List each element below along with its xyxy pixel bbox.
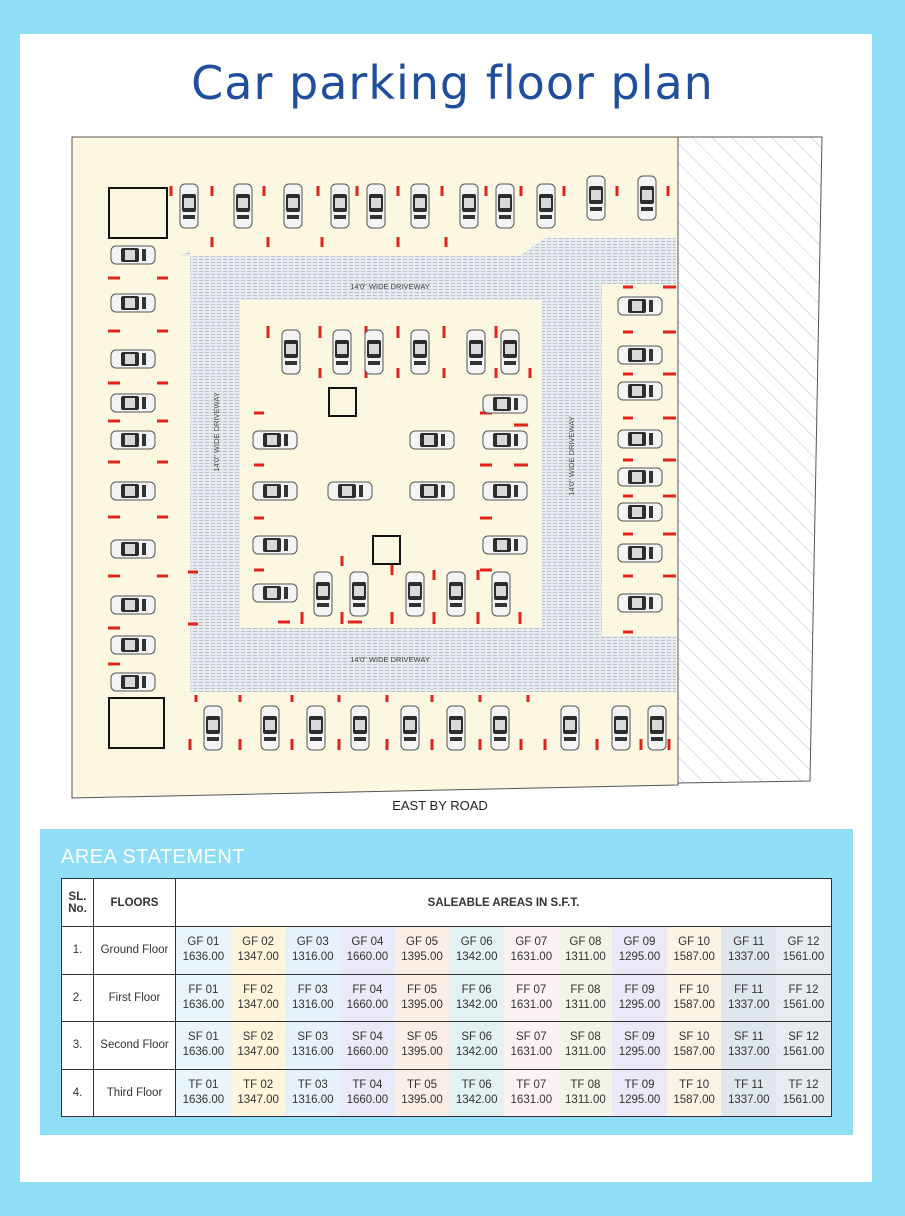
car-icon [447,706,465,750]
unit-area: 1660.00 [346,951,389,964]
car-icon [350,572,368,616]
car-icon [284,184,302,228]
unit-cell [395,1022,450,1070]
car-icon [587,176,605,220]
driveway-label-left: 14'0" WIDE DRIVEWAY [212,392,221,472]
unit-cell [449,1069,504,1117]
unit-code: FF 09 [624,983,655,996]
car-icon [111,540,155,558]
car-icon [111,394,155,412]
car-icon [483,482,527,500]
unit-cell [176,1022,231,1070]
unit-cell [285,1069,340,1117]
car-icon [111,246,155,264]
unit-code: GF 01 [187,936,220,949]
unit-cell [176,927,231,975]
unit-area: 1395.00 [401,951,443,964]
unit-code: GF 04 [351,936,384,949]
unit-area: 1660.00 [346,1046,389,1059]
car-icon [618,544,662,562]
unit-cell [231,974,286,1022]
car-icon [204,706,222,750]
unit-cell [340,927,395,975]
car-icon [612,706,630,750]
floor-cell: Third Floor [94,1069,176,1117]
unit-code: GF 02 [242,936,275,949]
car-icon [492,572,510,616]
car-icon [406,572,424,616]
unit-cell [340,1022,395,1070]
unit-area: 1311.00 [565,1046,606,1059]
unit-area: 1316.00 [291,998,334,1011]
unit-cell [667,927,722,975]
unit-area: 1295.00 [618,998,661,1011]
unit-code: TF 12 [788,1078,819,1091]
unit-cell [776,974,831,1022]
car-icon [234,184,252,228]
unit-area: 1311.00 [565,998,606,1011]
unit-code: GF 09 [623,936,656,949]
unit-code: TF 11 [734,1078,764,1091]
unit-cell [231,1069,286,1117]
car-icon [411,330,429,374]
unit-code: FF 03 [297,983,328,996]
table-row [62,1022,832,1070]
unit-area: 1347.00 [237,1046,279,1059]
car-icon [483,431,527,449]
unit-cell [559,974,613,1022]
car-icon [367,184,385,228]
unit-code: TF 03 [297,1078,328,1091]
car-icon [483,395,527,413]
driveway-label-right: 14'0" WIDE DRIVEWAY [567,416,576,496]
unit-code: FF 07 [516,983,547,996]
car-icon [410,431,454,449]
unit-area: 1311.00 [565,1093,606,1106]
car-icon [638,176,656,220]
unit-cell [176,1069,231,1117]
area-statement-title: AREA STATEMENT [61,846,246,868]
unit-cell [612,1022,667,1070]
unit-cell [395,974,450,1022]
car-icon [111,294,155,312]
unit-cell [667,974,722,1022]
car-icon [491,706,509,750]
car-icon [618,430,662,448]
floor-cell: Second Floor [94,1022,176,1070]
unit-code: TF 01 [188,1078,219,1091]
unit-area: 1316.00 [291,951,334,964]
unit-code: SF 11 [733,1031,764,1044]
unit-cell [504,1069,559,1117]
unit-area: 1342.00 [455,998,498,1011]
unit-code: SF 01 [188,1031,219,1044]
unit-area: 1316.00 [291,1046,334,1059]
table-row [62,974,832,1022]
unit-area: 1342.00 [455,1093,498,1106]
unit-code: TF 08 [570,1078,601,1091]
unit-area: 1631.00 [510,1093,553,1106]
unit-cell [285,1022,340,1070]
unit-cell [340,974,395,1022]
unit-area: 1561.00 [782,1046,825,1059]
unit-cell [612,1069,667,1117]
unit-code: FF 02 [243,983,274,996]
unit-area: 1337.00 [727,1093,770,1106]
unit-area: 1636.00 [182,1093,225,1106]
unit-code: FF 12 [788,983,819,996]
unit-area: 1561.00 [782,951,825,964]
unit-code: SF 04 [352,1031,383,1044]
unit-area: 1395.00 [401,1046,443,1059]
unit-code: GF 05 [406,936,439,949]
sl-cell: 3. [62,1022,94,1070]
car-icon [331,184,349,228]
unit-cell [176,974,231,1022]
unit-code: TF 09 [624,1078,655,1091]
unit-code: SF 02 [242,1031,274,1044]
unit-cell [449,1022,504,1070]
sl-cell: 4. [62,1069,94,1117]
unit-code: SF 09 [624,1031,655,1044]
unit-area: 1660.00 [346,998,389,1011]
car-icon [111,482,155,500]
unit-code: TF 02 [243,1078,274,1091]
unit-area: 1631.00 [510,998,553,1011]
car-icon [618,297,662,315]
car-icon [410,482,454,500]
unit-cell [449,927,504,975]
car-icon [253,536,297,554]
unit-cell [504,1022,559,1070]
unit-code: SF 10 [678,1031,710,1044]
hatched-setback [678,137,822,783]
unit-area: 1631.00 [510,951,553,964]
unit-cell [776,927,831,975]
unit-code: SF 05 [406,1031,438,1044]
unit-cell [449,974,504,1022]
table-row [62,1069,832,1117]
unit-cell [776,1069,831,1117]
unit-cell [504,974,559,1022]
car-icon [618,382,662,400]
area-table [61,878,832,1117]
unit-cell [776,1022,831,1070]
unit-code: GF 03 [296,936,329,949]
sl-cell: 1. [62,927,94,975]
unit-code: SF 08 [570,1031,601,1044]
unit-cell [285,974,340,1022]
unit-area: 1295.00 [618,951,661,964]
unit-cell [559,927,613,975]
unit-code: TF 06 [461,1078,492,1091]
road-label: EAST BY ROAD [392,798,488,813]
unit-cell [340,1069,395,1117]
unit-area: 1587.00 [673,998,715,1011]
unit-code: GF 12 [787,936,820,949]
car-icon [180,184,198,228]
unit-area: 1316.00 [291,1093,334,1106]
unit-cell [395,1069,450,1117]
unit-area: 1295.00 [618,1093,661,1106]
unit-cell [231,1022,286,1070]
unit-code: SF 12 [788,1031,819,1044]
unit-area: 1347.00 [237,998,279,1011]
table-row [62,927,832,975]
car-icon [411,184,429,228]
car-icon [483,536,527,554]
unit-code: GF 07 [515,936,548,949]
unit-area: 1295.00 [618,1046,661,1059]
car-icon [111,596,155,614]
unit-area: 1561.00 [782,998,825,1011]
car-icon [111,673,155,691]
unit-area: 1347.00 [237,1093,279,1106]
car-icon [561,706,579,750]
table-header-row [62,879,832,927]
driveway-label-bottom: 14'0" WIDE DRIVEWAY [350,655,430,664]
unit-code: FF 08 [570,983,601,996]
unit-area: 1561.00 [782,1093,825,1106]
unit-area: 1587.00 [673,951,715,964]
car-icon [365,330,383,374]
unit-cell [612,974,667,1022]
unit-area: 1636.00 [182,1046,225,1059]
car-icon [333,330,351,374]
unit-code: TF 04 [352,1078,383,1091]
unit-cell [612,927,667,975]
unit-area: 1660.00 [346,1093,389,1106]
unit-area: 1631.00 [510,1046,553,1059]
unit-area: 1395.00 [401,1093,443,1106]
header-floors: FLOORS [94,879,176,927]
car-icon [351,706,369,750]
sl-cell: 2. [62,974,94,1022]
unit-cell [559,1022,613,1070]
unit-area: 1337.00 [727,951,770,964]
unit-code: SF 03 [297,1031,329,1044]
unit-code: FF 05 [407,983,438,996]
driveway-label-top: 14'0" WIDE DRIVEWAY [350,282,430,291]
page-title: Car parking floor plan [191,56,714,110]
car-icon [401,706,419,750]
unit-cell [395,927,450,975]
car-icon [467,330,485,374]
unit-area: 1311.00 [565,951,606,964]
unit-area: 1395.00 [401,998,443,1011]
car-icon [111,431,155,449]
unit-code: FF 10 [679,983,710,996]
car-icon [618,468,662,486]
unit-code: SF 07 [515,1031,547,1044]
car-icon [501,330,519,374]
car-icon [253,482,297,500]
unit-area: 1587.00 [673,1093,715,1106]
car-icon [111,636,155,654]
floor-cell: First Floor [94,974,176,1022]
unit-cell [667,1022,722,1070]
unit-code: FF 06 [461,983,492,996]
car-icon [537,184,555,228]
unit-cell [285,927,340,975]
unit-area: 1636.00 [182,998,225,1011]
unit-area: 1337.00 [727,998,770,1011]
unit-area: 1342.00 [455,951,498,964]
unit-code: TF 05 [407,1078,438,1091]
car-icon [261,706,279,750]
car-icon [111,350,155,368]
car-icon [253,431,297,449]
car-icon [648,706,666,750]
unit-cell [667,1069,722,1117]
car-icon [618,346,662,364]
unit-code: FF 11 [734,983,764,996]
header-areas: SALEABLE AREAS IN S.F.T. [176,879,832,927]
car-icon [496,184,514,228]
car-icon [282,330,300,374]
header-sl: SL. No. [62,879,94,927]
car-icon [447,572,465,616]
unit-code: TF 10 [679,1078,710,1091]
car-icon [618,503,662,521]
unit-code: SF 06 [461,1031,493,1044]
unit-code: TF 07 [516,1078,547,1091]
car-icon [253,584,297,602]
car-icon [307,706,325,750]
unit-area: 1636.00 [182,951,225,964]
unit-code: GF 06 [460,936,493,949]
unit-code: GF 10 [678,936,711,949]
unit-area: 1342.00 [455,1046,498,1059]
floor-cell: Ground Floor [94,927,176,975]
unit-cell [721,974,776,1022]
car-icon [314,572,332,616]
unit-cell [231,927,286,975]
unit-area: 1347.00 [237,951,279,964]
unit-cell [721,927,776,975]
car-icon [460,184,478,228]
unit-area: 1587.00 [673,1046,715,1059]
car-icon [328,482,372,500]
unit-code: GF 08 [569,936,602,949]
unit-cell [721,1069,776,1117]
car-icon [618,594,662,612]
unit-cell [504,927,559,975]
unit-code: FF 01 [188,983,219,996]
unit-cell [559,1069,613,1117]
unit-area: 1337.00 [727,1046,770,1059]
unit-code: GF 11 [733,936,765,949]
unit-code: FF 04 [352,983,383,996]
unit-cell [721,1022,776,1070]
